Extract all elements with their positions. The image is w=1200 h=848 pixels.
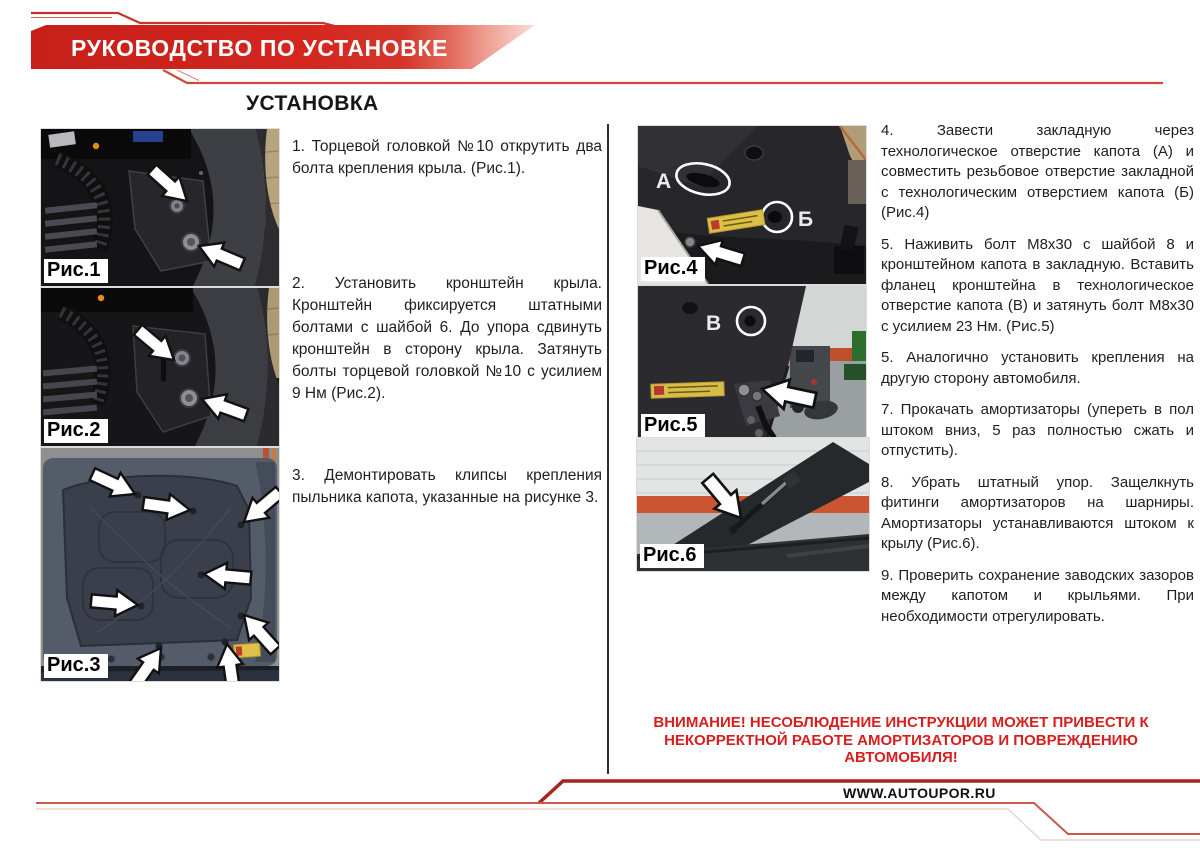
hole-v-label: В [706, 312, 722, 335]
section-title: УСТАНОВКА [246, 92, 379, 115]
hole-b-label: Б [798, 208, 814, 231]
figure-2-photo [40, 287, 280, 447]
figure-3-photo [40, 447, 280, 682]
instruction-step-8: 8. Убрать штатный упор. Защелкнуть фитинги амортизаторов на шарниры. Амортизаторы устанавливаются штоком к крылу (Рис.6). [881, 473, 1194, 552]
column-divider [607, 124, 609, 774]
instruction-step-2: 2. Установить кронштейн крыла. Кронштейн фиксируется штатными болтами с шайбой 6. До упора сдвинуть кронштейн в сторону крыла. Затянуть болты торцевой головкой №10 с усилием 9 Нм (Рис.2). [292, 275, 602, 402]
instruction-step-9: 9. Проверить сохранение заводских зазоров между капотом и крыльями. При необходимости отрегулировать. [881, 566, 1194, 625]
instruction-step-5b: 5. Аналогично установить крепления на другую сторону автомобиля. [881, 349, 1194, 387]
figure-3-label: Рис.3 [44, 654, 108, 678]
instruction-step-1: 1. Торцевой головкой №10 открутить два болта крепления крыла. (Рис.1). [292, 138, 602, 177]
website-text: WWW.AUTOUPOR.RU [843, 785, 996, 801]
figure-4-label: Рис.4 [641, 257, 705, 281]
figure-2-label: Рис.2 [44, 419, 108, 443]
figure-6-photo [636, 437, 870, 572]
instruction-step-3: 3. Демонтировать клипсы крепления пыльника капота, указанные на рисунке 3. [292, 467, 602, 506]
instructions-column-right [881, 121, 1194, 638]
instructions-column-left [292, 136, 602, 509]
instruction-step-5: 5. Наживить болт М8х30 с шайбой 8 и кронштейном капота в закладную. Вставить фланец кронштейна в технологическое отверстие капота (В) и затянуть болт М8х30 с усилием 23 Нм. (Рис.5) [881, 235, 1194, 335]
banner-title: РУКОВОДСТВО ПО УСТАНОВКЕ [71, 35, 448, 61]
instruction-step-4: 4. Завести закладную через технологическое отверстие капота (А) и совместить резьбовое отверстие закладной с технологическим отверстием капота (Б) (Рис.4) [881, 122, 1194, 221]
figure-1-label: Рис.1 [44, 259, 108, 283]
figure-6-label: Рис.6 [640, 544, 704, 568]
figure-5-photo [637, 285, 867, 442]
footer-decoration [0, 755, 1200, 848]
warning-text: ВНИМАНИЕ! НЕСОБЛЮДЕНИЕ ИНСТРУКЦИИ МОЖЕТ ПРИВЕСТИ К НЕКОРРЕКТНОЙ РАБОТЕ АМОРТИЗАТОРОВ И ПОВРЕЖДЕНИЮ АВТОМОБИЛЯ! [653, 714, 1149, 766]
figure-5-label: Рис.5 [641, 414, 705, 438]
instruction-step-7: 7. Прокачать амортизаторы (упереть в пол штоком вниз, 5 раз полностью сжать и отпустить). [881, 401, 1194, 459]
hole-a-label: А [656, 170, 672, 193]
figure-4-photo [637, 125, 867, 285]
figure-1-photo [40, 128, 280, 287]
